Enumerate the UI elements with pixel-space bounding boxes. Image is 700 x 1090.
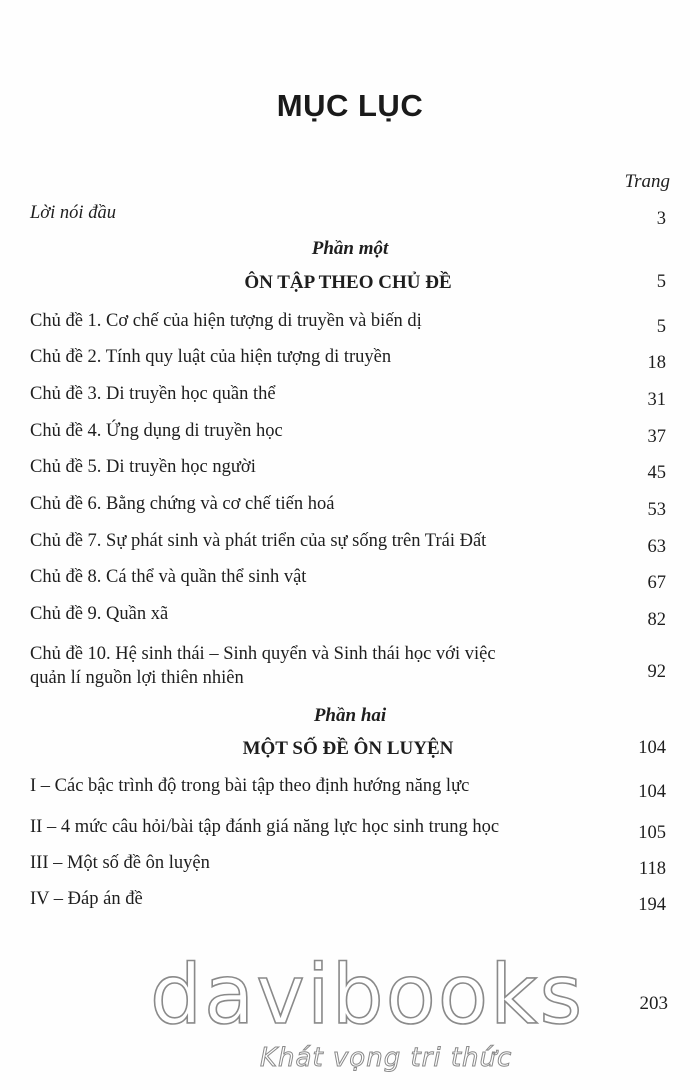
part-two-label: Phần hai <box>313 705 387 726</box>
toc-entry-page: 118 <box>638 859 666 879</box>
part-two-page: 104 <box>638 738 666 758</box>
toc-entry-label: Chủ đề 2. Tính quy luật của hiện tượng di truyền <box>30 347 392 367</box>
toc-entry-preface <box>30 201 666 229</box>
toc-entry-page: 3 <box>656 209 666 229</box>
toc-entry <box>30 642 666 690</box>
toc-entry <box>30 382 666 410</box>
toc-entry-page: 37 <box>647 427 666 447</box>
part-one-page: 5 <box>656 272 666 292</box>
toc-entry-page: 104 <box>638 782 666 802</box>
toc-entry-label: Chủ đề 8. Cá thể và quần thể sinh vật <box>30 567 307 587</box>
toc-entry-page: 53 <box>647 500 666 520</box>
toc-entry <box>30 815 666 843</box>
toc-entry <box>30 492 666 520</box>
toc-entry-label-line2: quản lí nguồn lợi thiên nhiên <box>30 668 244 688</box>
part-one-title: ÔN TẬP THEO CHỦ ĐỀ <box>244 272 452 293</box>
toc-entry-page: 82 <box>647 610 666 630</box>
toc-entry-label: II – 4 mức câu hỏi/bài tập đánh giá năng lực học sinh trung học <box>30 817 500 837</box>
toc-entry-label: Chủ đề 9. Quần xã <box>30 604 169 624</box>
toc-entry-label: I – Các bậc trình độ trong bài tập theo định hướng năng lực <box>30 776 470 796</box>
toc-entry-label-line1: Chủ đề 10. Hệ sinh thái – Sinh quyển và Sinh thái học với việc <box>30 644 496 664</box>
toc-entry <box>30 345 666 373</box>
toc-entry-page: 105 <box>638 823 666 843</box>
toc-entry <box>30 529 666 557</box>
toc-entry-page: 92 <box>647 662 666 682</box>
toc-entry <box>30 774 666 802</box>
toc-entry-label: Lời nói đầu <box>30 203 116 223</box>
watermark-brand: davibooks <box>150 948 585 1043</box>
toc-entry <box>30 887 666 915</box>
toc-entry-label: Chủ đề 1. Cơ chế của hiện tượng di truyền và biến dị <box>30 311 422 331</box>
part-one-heading <box>30 272 666 294</box>
toc-entry-page: 67 <box>647 573 666 593</box>
toc-entry <box>30 602 666 630</box>
toc-entry-page: 63 <box>647 537 666 557</box>
watermark-slogan: Khát vọng tri thức <box>260 1043 513 1073</box>
page-title: MỤC LỤC <box>276 88 424 123</box>
toc-entry-label: Chủ đề 7. Sự phát sinh và phát triển của sự sống trên Trái Đất <box>30 531 487 551</box>
page-number: 203 <box>639 993 668 1014</box>
toc-entry-label: Chủ đề 5. Di truyền học người <box>30 457 256 477</box>
toc-entry-page: 5 <box>656 317 666 337</box>
page-column-header: Trang <box>624 171 670 192</box>
toc-entry-page: 18 <box>647 353 666 373</box>
toc-entry-label: III – Một số đề ôn luyện <box>30 853 210 873</box>
toc-entry-label: Chủ đề 6. Bằng chứng và cơ chế tiến hoá <box>30 494 335 514</box>
part-two-heading <box>30 738 666 760</box>
watermark <box>150 948 585 1085</box>
toc-entry-label: Chủ đề 3. Di truyền học quần thể <box>30 384 276 404</box>
toc-entry <box>30 565 666 593</box>
toc-entry <box>30 851 666 879</box>
toc-entry <box>30 419 666 447</box>
part-one-label: Phần một <box>311 238 389 259</box>
part-two-title: MỘT SỐ ĐỀ ÔN LUYỆN <box>242 738 454 759</box>
toc-entry-page: 31 <box>647 390 666 410</box>
toc-entry <box>30 455 666 483</box>
toc-entry-label: IV – Đáp án đề <box>30 889 143 909</box>
toc-entry-page: 45 <box>647 463 666 483</box>
toc-entry-label: Chủ đề 4. Ứng dụng di truyền học <box>30 421 283 441</box>
toc-entry <box>30 309 666 337</box>
toc-entry-page: 194 <box>638 895 666 915</box>
